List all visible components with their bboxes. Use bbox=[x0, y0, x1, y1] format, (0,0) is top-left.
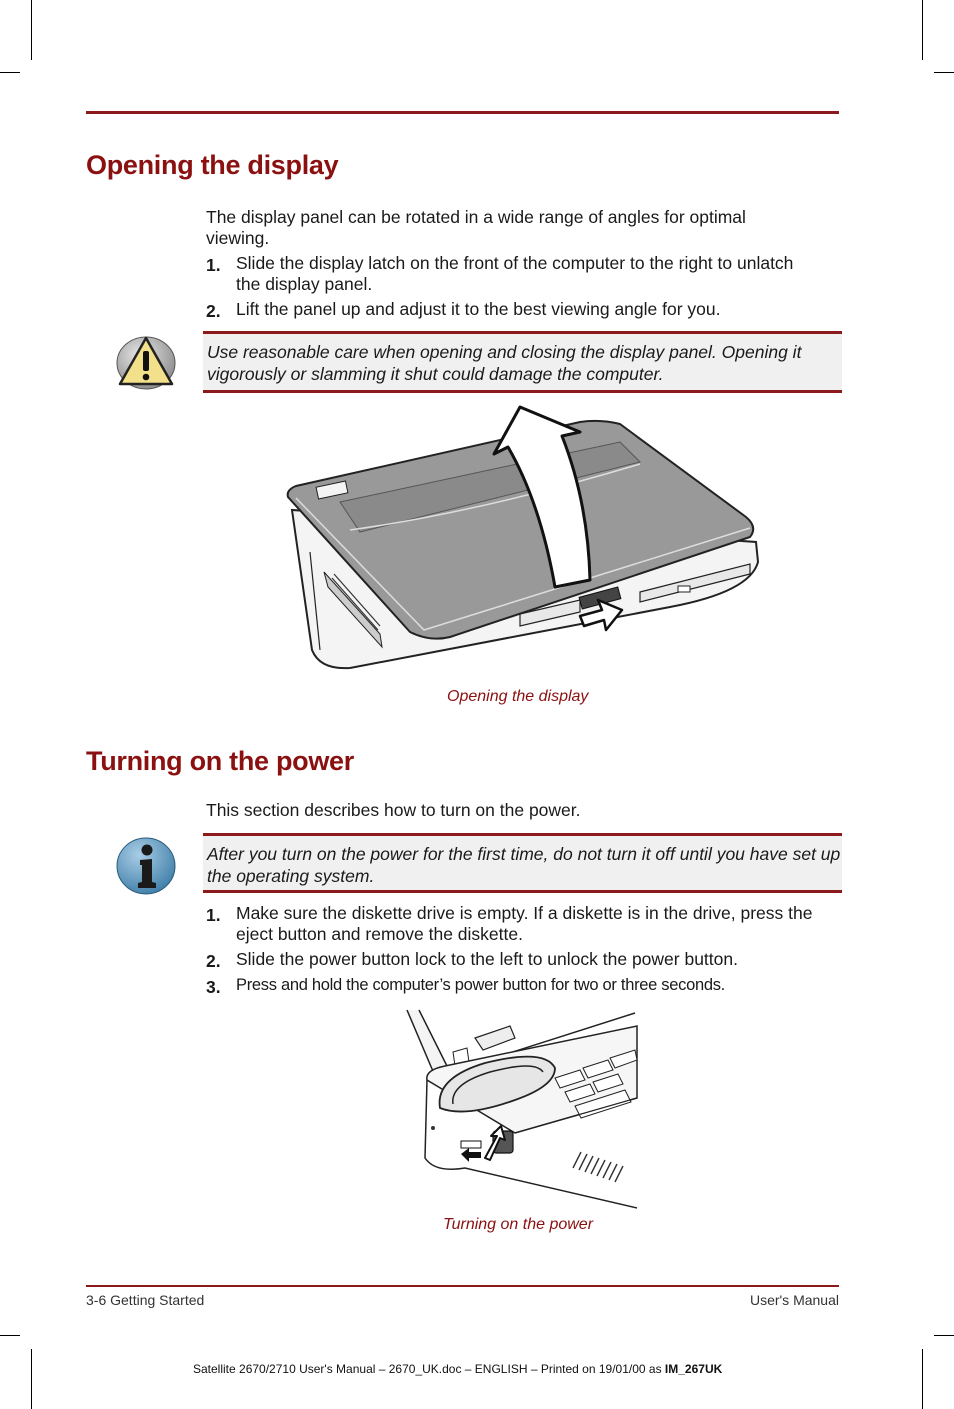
step-number: 3. bbox=[206, 977, 221, 997]
step-number: 1. bbox=[206, 905, 221, 925]
laptop-opening-illustration bbox=[280, 402, 770, 687]
step-number: 2. bbox=[206, 301, 221, 321]
print-info bbox=[193, 1362, 722, 1376]
header-rule bbox=[86, 111, 839, 114]
step-text: Lift the panel up and adjust it to the best viewing angle for you. bbox=[236, 299, 721, 319]
step-number: 2. bbox=[206, 951, 221, 971]
step-number: 1. bbox=[206, 255, 221, 275]
figure-caption: Turning on the power bbox=[443, 1216, 594, 1233]
print-info-text: Satellite 2670/2710 User's Manual – 2670_UK.doc – ENGLISH – Printed on 19/01/00 as bbox=[193, 1362, 665, 1376]
figure-caption: Opening the display bbox=[447, 688, 589, 705]
section-intro: This section describes how to turn on the power. bbox=[206, 800, 581, 820]
crop-mark bbox=[0, 1335, 20, 1336]
footer-rule bbox=[86, 1285, 839, 1287]
crop-mark bbox=[31, 1349, 32, 1409]
section-intro: The display panel can be rotated in a wide range of angles for optimal viewing. bbox=[206, 207, 746, 248]
step-text: Press and hold the computer’s power button for two or three seconds. bbox=[236, 976, 725, 994]
footer-chapter: 3-6 Getting Started bbox=[86, 1292, 205, 1308]
caution-box: Use reasonable care when opening and closing the display panel. Opening it vigorously or slamming it shut could damage the computer. bbox=[203, 331, 842, 393]
section-title-turning-on-power: Turning on the power bbox=[86, 746, 354, 776]
info-note-box: After you turn on the power for the first time, do not turn it off until you have set up the operating system. bbox=[203, 833, 842, 893]
warning-triangle-icon bbox=[115, 333, 177, 396]
crop-mark bbox=[0, 72, 20, 73]
crop-mark bbox=[934, 1335, 954, 1336]
info-icon bbox=[116, 836, 176, 901]
crop-mark bbox=[31, 0, 32, 60]
step-text: Slide the display latch on the front of the computer to the right to unlatch the display panel. bbox=[236, 253, 794, 294]
footer-manual-title: User's Manual bbox=[749, 1292, 839, 1308]
crop-mark bbox=[934, 72, 954, 73]
power-button-illustration bbox=[405, 1008, 640, 1218]
section-title-opening-display: Opening the display bbox=[86, 150, 339, 180]
print-info-code: IM_267UK bbox=[664, 1362, 723, 1376]
crop-mark bbox=[922, 0, 923, 60]
step-text: Make sure the diskette drive is empty. If a diskette is in the drive, press the eject button and remove the diskette. bbox=[236, 903, 813, 944]
step-text: Slide the power button lock to the left to unlock the power button. bbox=[236, 949, 738, 969]
crop-mark bbox=[922, 1349, 923, 1409]
